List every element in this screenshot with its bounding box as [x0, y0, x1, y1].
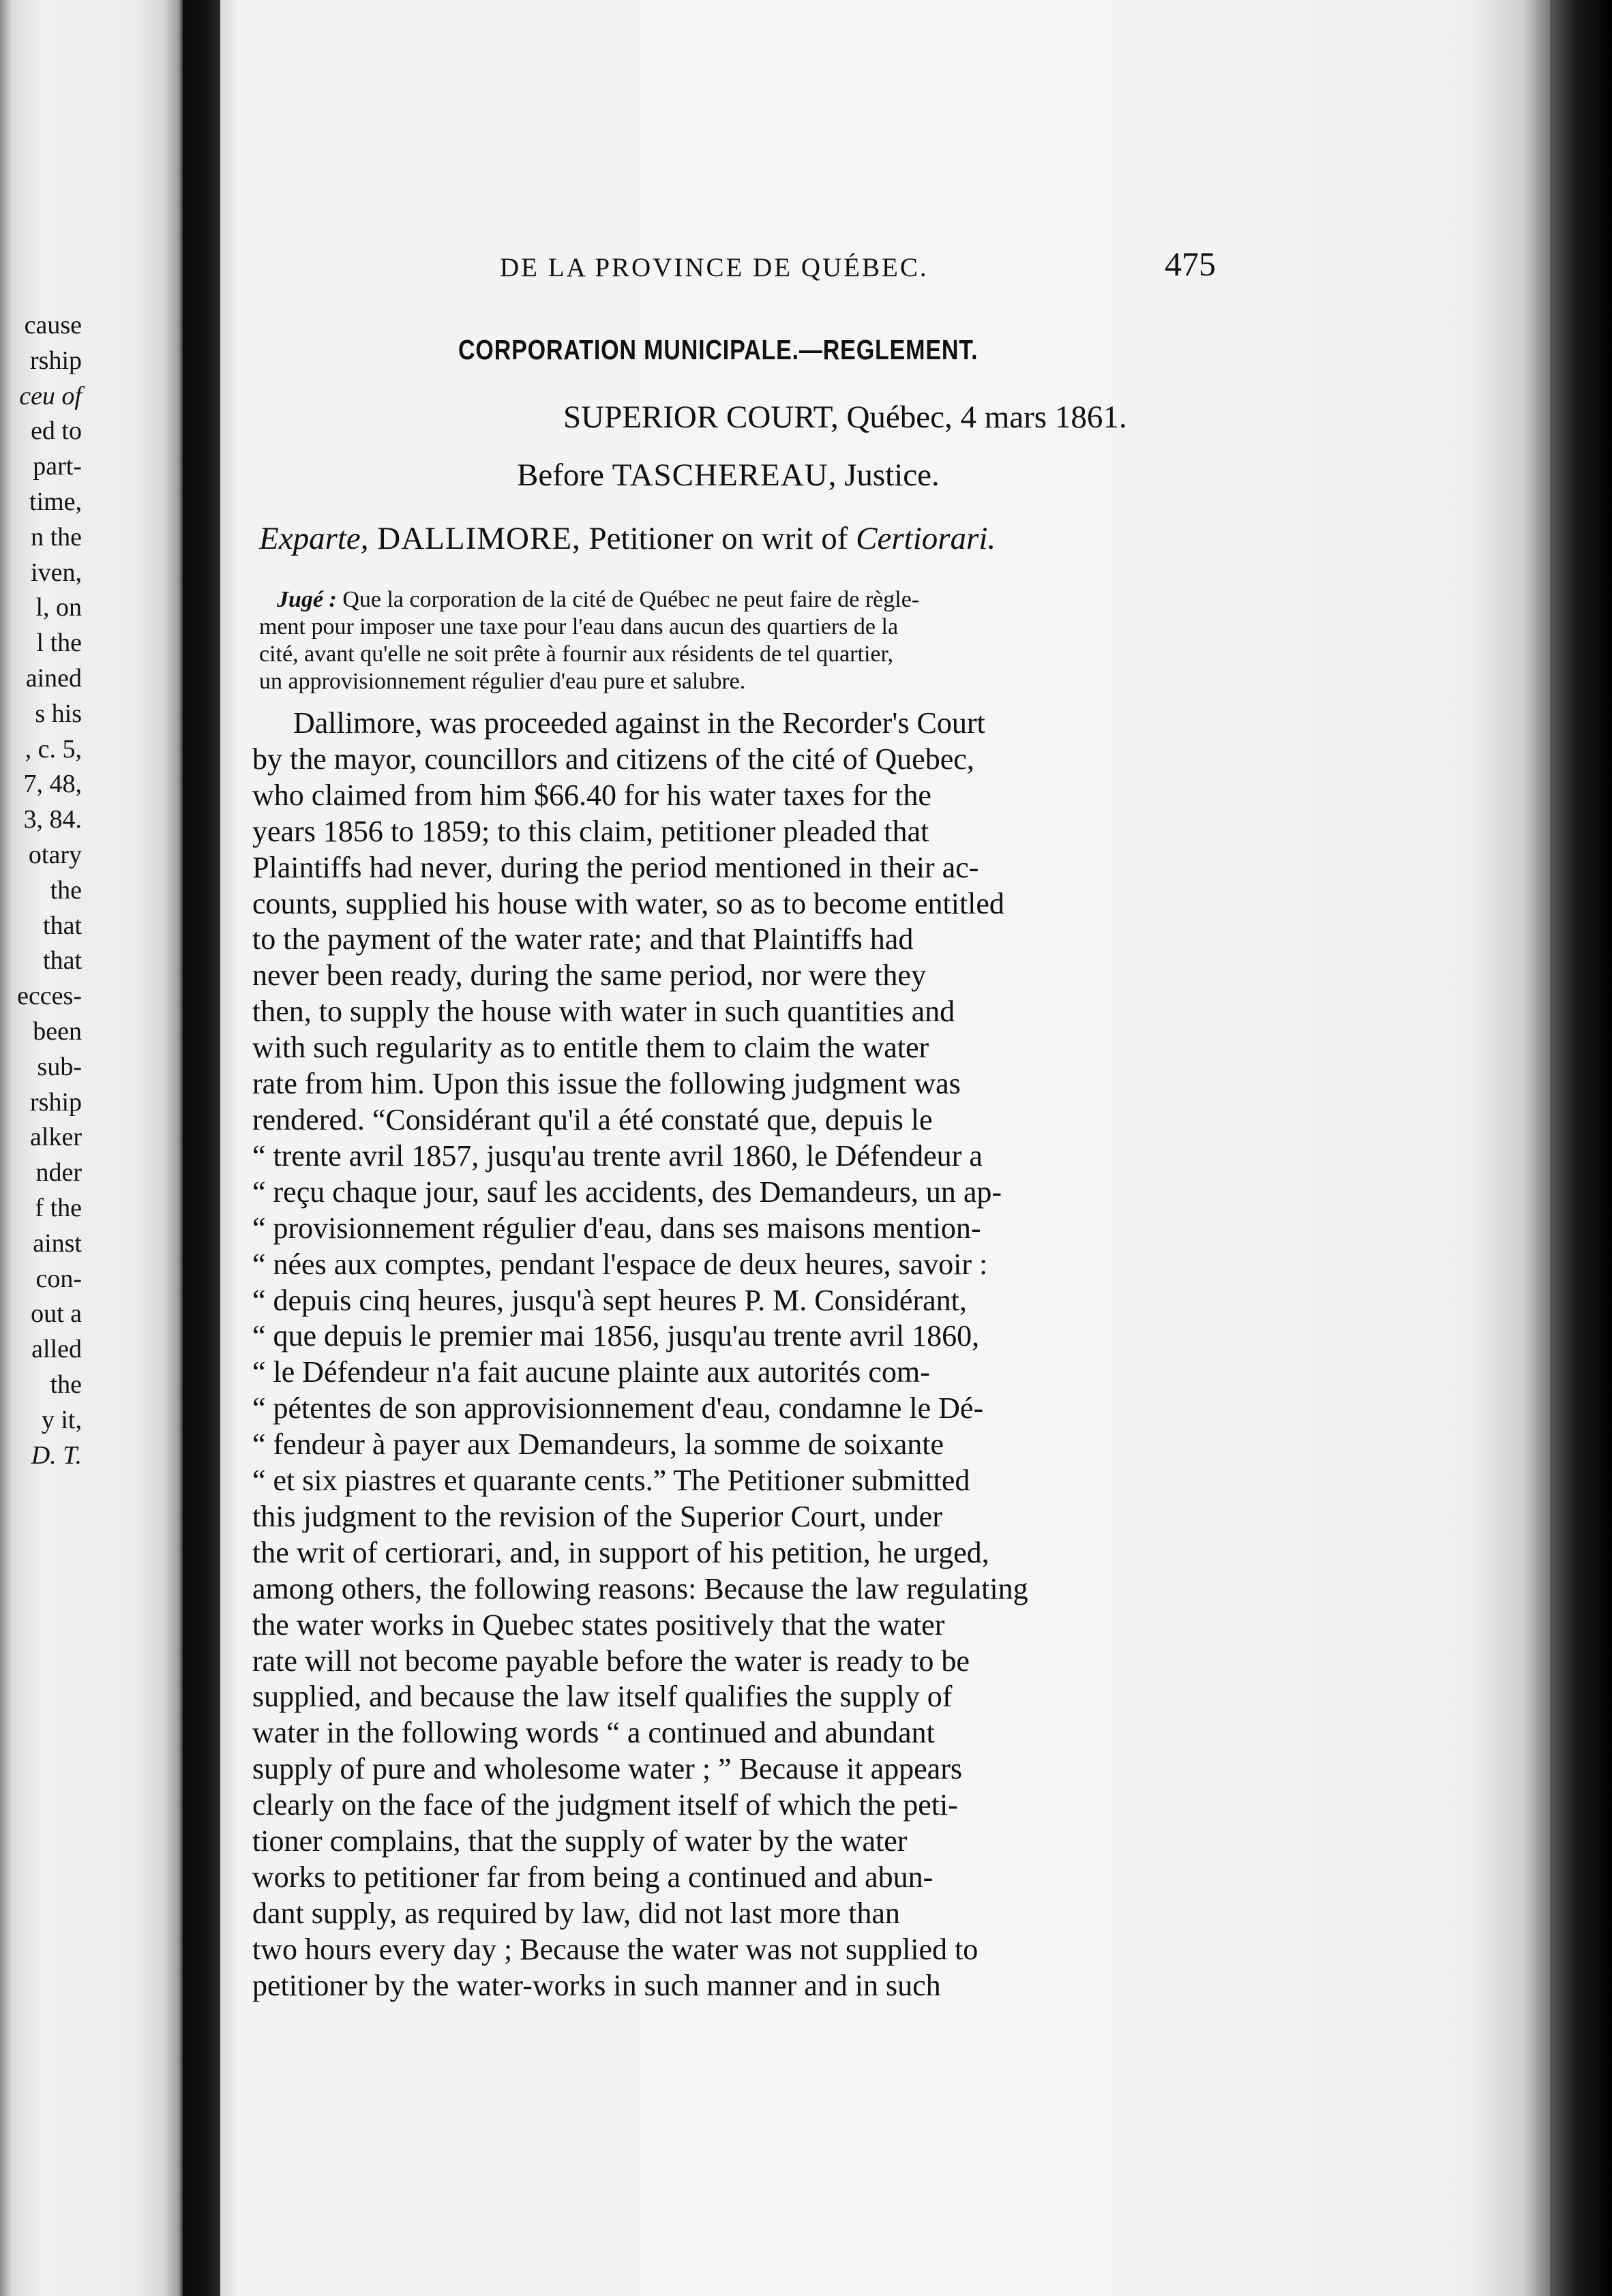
body-line: never been ready, during the same period, nor were they [252, 958, 926, 993]
previous-page-line: 7, 48, [23, 770, 82, 799]
page-edge-shadow [1550, 0, 1612, 2296]
previous-page-line: been [33, 1016, 82, 1046]
previous-page-line: cause [24, 311, 82, 339]
previous-page-line: alled [31, 1335, 82, 1364]
previous-page-line: n the [31, 522, 82, 552]
previous-page-line: part- [33, 452, 82, 481]
previous-page-line: f the [35, 1193, 82, 1222]
previous-page-line: 3, 84. [23, 805, 82, 834]
previous-page-line: iven, [31, 558, 82, 587]
headnote-line [259, 614, 1200, 641]
body-line: “ nées aux comptes, pendant l'espace de deux heures, savoir : [252, 1247, 988, 1281]
previous-page-line: rship [30, 1087, 82, 1117]
body-line: then, to supply the house with water in such quantities and [252, 995, 955, 1029]
body-line: works to petitioner far from being a continued and abun- [252, 1860, 934, 1894]
body-line: “ le Défendeur n'a fait aucune plainte aux autorités com- [252, 1355, 930, 1389]
headnote-text: ment pour imposer une taxe pour l'eau dans aucun des quartiers de la [259, 614, 899, 639]
body-line: “ provisionnement régulier d'eau, dans ses maisons mention- [252, 1211, 981, 1245]
previous-page-line: D. T. [31, 1440, 82, 1470]
body-line: the writ of certiorari, and, in support of his petition, he urged, [252, 1535, 989, 1569]
previous-page-line: that [43, 946, 82, 976]
party-writ: Certiorari. [856, 521, 996, 556]
body-line: supplied, and because the law itself qualifies the supply of [252, 1680, 953, 1714]
headnote-line [259, 641, 1200, 668]
body-line: counts, supplied his house with water, so as to become entitled [252, 886, 1004, 920]
body-line: years 1856 to 1859; to this claim, petitioner pleaded that [252, 814, 929, 848]
body-text [252, 706, 1207, 2004]
previous-page-line: ecces- [17, 982, 82, 1011]
body-line: rendered. “Considérant qu'il a été constaté que, depuis le [252, 1102, 933, 1136]
previous-page-line: that [43, 911, 82, 940]
body-line: Plaintiffs had never, during the period mentioned in their ac- [252, 850, 979, 884]
court-text: SUPERIOR COURT, Québec, 4 mars 1861. [563, 399, 1127, 435]
headnote [259, 586, 1200, 695]
body-line: Dallimore, was proceeded against in the Recorder's Court [293, 706, 985, 740]
headnote-text: un approvisionnement régulier d'eau pure et salubre. [259, 669, 746, 694]
judge-name: TASCHEREAU [612, 457, 829, 493]
body-line: “ que depuis le premier mai 1856, jusqu'au trente avril 1860, [252, 1319, 980, 1353]
section-title: CORPORATION MUNICIPALE.—REGLEMENT. [458, 334, 979, 365]
party-line [259, 520, 996, 557]
body-line: “ depuis cinq heures, jusqu'à sept heures P. M. Considérant, [252, 1283, 967, 1317]
previous-page-line: alker [30, 1123, 82, 1152]
headnote-text: Que la corporation de la cité de Québec ne peut faire de règle- [336, 587, 920, 612]
body-line: “ fendeur à payer aux Demandeurs, la somme de soixante [252, 1428, 944, 1462]
body-line: rate will not become payable before the water is ready to be [252, 1644, 970, 1678]
party-mid: Petitioner on writ of [580, 521, 856, 556]
body-line: petitioner by the water-works in such manner and in such [252, 1968, 941, 2002]
previous-page-line: ed to [31, 417, 82, 446]
previous-page-line: out a [31, 1299, 82, 1329]
body-line: “ et six piastres et quarante cents.” The Petitioner submitted [252, 1464, 970, 1498]
headnote-line [259, 586, 1200, 614]
previous-page-line: the [50, 1370, 82, 1399]
previous-page-line: sub- [37, 1052, 82, 1081]
previous-page-line: rship [30, 346, 82, 375]
body-line: dant supply, as required by law, did not last more than [252, 1896, 900, 1930]
body-line: with such regularity as to entitle them to claim the water [252, 1031, 929, 1065]
body-line: clearly on the face of the judgment itself of which the peti- [252, 1788, 958, 1822]
previous-page-line: y it, [41, 1405, 82, 1434]
previous-page-line: otary [28, 840, 82, 869]
running-head: DE LA PROVINCE DE QUÉBEC. [500, 253, 929, 282]
body-line: two hours every day ; Because the water was not supplied to [252, 1932, 979, 1966]
party-name: DALLIMORE, [368, 521, 581, 556]
body-line: tioner complains, that the supply of water by the water [252, 1824, 908, 1858]
previous-page-text [0, 308, 82, 1473]
previous-page-line: nder [35, 1158, 82, 1188]
judge-suffix: , Justice. [828, 457, 940, 493]
body-line: this judgment to the revision of the Superior Court, under [252, 1499, 942, 1533]
body-line: water in the following words “ a continued and abundant [252, 1716, 935, 1750]
court-line [563, 399, 1127, 436]
previous-page-line: ained [25, 663, 82, 693]
headnote-line [259, 668, 1200, 695]
previous-page-line: con- [35, 1264, 82, 1293]
party-exparte: Exparte, [259, 521, 369, 556]
previous-page-line: l the [36, 629, 82, 658]
body-line: “ pétentes de son approvisionnement d'eau, condamne le Dé- [252, 1391, 984, 1425]
body-line: by the mayor, councillors and citizens of the cité of Quebec, [252, 742, 974, 776]
page-number: 475 [1165, 245, 1216, 283]
headnote-label: Jugé : [277, 587, 337, 612]
body-line: the water works in Quebec states positively that the water [252, 1607, 945, 1642]
headnote-text: cité, avant qu'elle ne soit prête à fournir aux résidents de tel quartier, [259, 641, 893, 667]
previous-page [0, 0, 183, 2296]
previous-page-line: s his [35, 699, 82, 728]
previous-page-line: ainst [33, 1228, 82, 1258]
previous-page-line: l, on [35, 593, 82, 622]
body-line: who claimed from him $66.40 for his water taxes for the [252, 778, 931, 812]
judge-prefix: Before [517, 457, 612, 493]
body-line: supply of pure and wholesome water ; ” Because it appears [252, 1752, 962, 1786]
previous-page-line: the [50, 875, 82, 905]
previous-page-line: time, [29, 487, 82, 516]
body-line: rate from him. Upon this issue the following judgment was [252, 1067, 961, 1101]
body-line: “ trente avril 1857, jusqu'au trente avril 1860, le Défendeur a [252, 1138, 983, 1173]
judge-line [517, 457, 940, 494]
previous-page-line: ceu of [19, 381, 82, 410]
body-line: “ reçu chaque jour, sauf les accidents, des Demandeurs, un ap- [252, 1175, 1002, 1209]
previous-page-line: , c. 5, [25, 734, 82, 764]
body-line: to the payment of the water rate; and that Plaintiffs had [252, 922, 914, 956]
book-gutter [183, 0, 220, 2296]
body-line: among others, the following reasons: Because the law regulating [252, 1571, 1028, 1605]
